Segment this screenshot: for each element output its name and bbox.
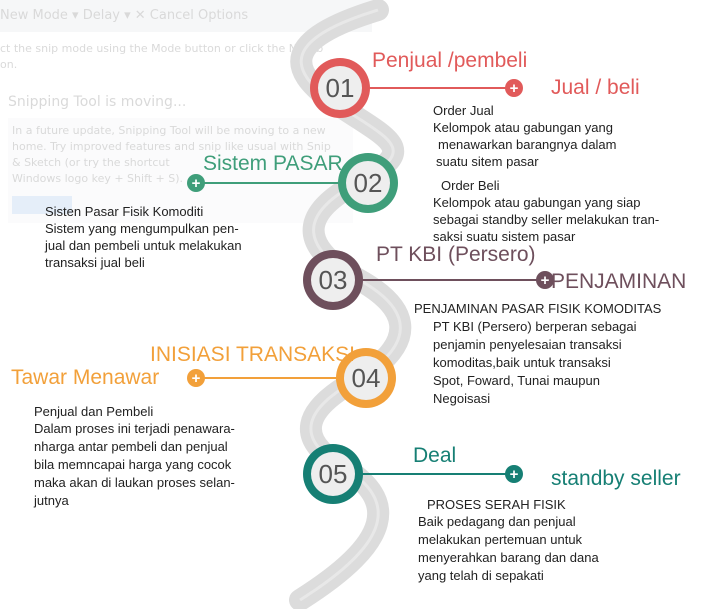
step-05-desc-5: yang telah di sepakati <box>418 568 544 583</box>
step-05-desc-2: Baik pedagang dan penjual <box>418 514 576 529</box>
step-01-desc-2: Kelompok atau gabungan yang <box>433 120 613 135</box>
step-03-number: 03 <box>318 265 348 295</box>
step-04-title: INISIASI TRANSAKSI <box>150 343 356 366</box>
step-02-order-beli-1: Order Beli <box>441 178 500 193</box>
step-02-title: Sistem PASAR <box>203 152 343 175</box>
step-04-side-label: Tawar Menawar <box>11 366 160 389</box>
step-05-title: Deal <box>413 444 457 467</box>
step-02-desc-3: jual dan pembeli untuk melakukan <box>45 238 242 253</box>
step-01-node <box>310 58 370 118</box>
step-03-desc-4: komoditas,baik untuk transaksi <box>433 355 611 370</box>
step-04-desc-3: nharga antar pembeli dan penjual <box>34 439 228 454</box>
step-01-desc-1: Order Jual <box>433 103 494 118</box>
step-03-desc-2: PT KBI (Persero) berperan sebagai <box>433 319 637 334</box>
step-05-number: 05 <box>318 459 348 489</box>
background-hint-1: ct the snip mode using the Mode button or click the New b <box>0 42 324 55</box>
step-05-node <box>303 444 363 504</box>
step-03-desc-6: Negoisasi <box>433 391 491 406</box>
step-01-desc-4: suatu sitem pasar <box>436 154 539 169</box>
step-05-desc-4: menyerahkan barang dan dana <box>418 550 599 565</box>
step-01-desc-3: menawarkan barangnya dalam <box>438 137 617 152</box>
svg-text:+: + <box>509 80 519 97</box>
step-02-desc-2: Sistem yang mengumpulkan pen- <box>45 221 239 236</box>
background-body-4: Windows logo key + Shift + S). <box>12 172 184 185</box>
step-01-side-label: Jual / beli <box>551 76 640 99</box>
step-04-desc-1: Penjual dan Pembeli <box>34 404 154 419</box>
step-02-number: 02 <box>353 168 383 198</box>
step-01-title: Penjual /pembeli <box>372 49 528 72</box>
step-04-desc-6: jutnya <box>34 493 69 508</box>
step-02-node <box>338 153 398 213</box>
background-hint-2: on. <box>0 58 18 71</box>
step-03-desc-5: Spot, Foward, Tunai maupun <box>433 373 600 388</box>
background-moving-title: Snipping Tool is moving... <box>8 94 187 110</box>
step-02-order-beli-4: saksi suatu sistem pasar <box>433 229 576 244</box>
step-05-desc-3: melakukan pertemuan untuk <box>418 532 583 547</box>
step-05-side-label: standby seller <box>551 467 681 490</box>
step-04-desc-5: maka akan di laukan proses selan- <box>34 475 235 490</box>
background-toolbar-text: New Mode ▾ Delay ▾ ✕ Cancel Options <box>0 8 249 23</box>
background-body-3: & Sketch (or try the shortcut <box>12 156 170 169</box>
step-04-desc-2: Dalam proses ini terjadi penawara- <box>34 421 235 436</box>
step-05-desc-1: PROSES SERAH FISIK <box>427 497 566 512</box>
step-03-desc-1: PENJAMINAN PASAR FISIK KOMODITAS <box>414 301 662 316</box>
step-03-side-label: PENJAMINAN <box>551 270 687 293</box>
step-01-number: 01 <box>325 73 355 103</box>
step-02-desc-1: Sisten Pasar Fisik Komoditi <box>45 204 204 219</box>
step-03-title: PT KBI (Persero) <box>376 243 536 266</box>
svg-text:+: + <box>191 370 201 387</box>
plus-icon <box>187 369 205 387</box>
background-body-2: home. Try improved features and snip like usual with Snip <box>12 140 331 153</box>
plus-icon <box>505 79 523 97</box>
step-03-desc-3: penjamin penyelesaian transaksi <box>433 337 622 352</box>
svg-text:+: + <box>509 466 519 483</box>
step-03-node <box>303 250 363 310</box>
step-04-desc-4: bila memncapai harga yang cocok <box>34 457 232 472</box>
step-02-desc-4: transaksi jual beli <box>45 255 145 270</box>
step-04-number: 04 <box>351 363 381 393</box>
svg-text:+: + <box>540 272 550 289</box>
plus-icon <box>505 465 523 483</box>
background-body-1: In a future update, Snipping Tool will be moving to a new <box>12 124 326 137</box>
svg-text:+: + <box>191 175 201 192</box>
step-02-order-beli-2: Kelompok atau gabungan yang siap <box>433 195 641 210</box>
plus-icon <box>187 174 205 192</box>
step-02-order-beli-3: sebagai standby seller melakukan tran- <box>433 212 660 227</box>
